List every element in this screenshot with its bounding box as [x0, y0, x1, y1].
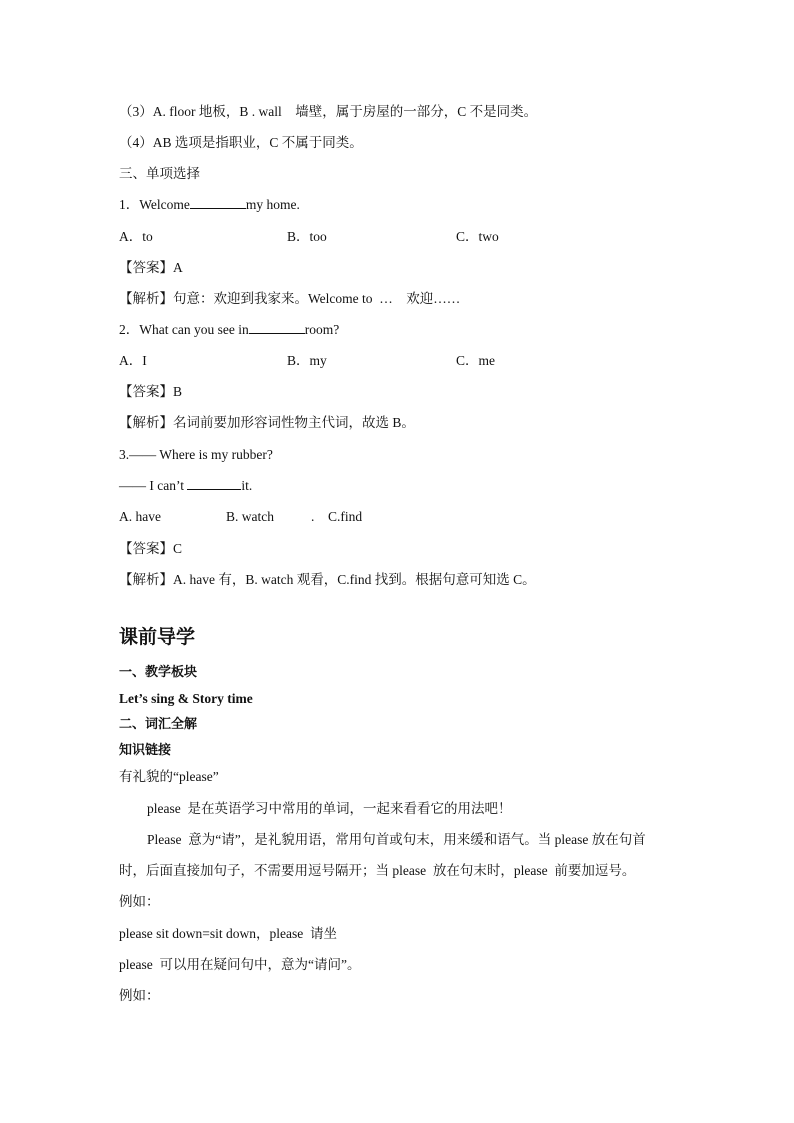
question-3-option-b: B. watch	[226, 509, 274, 524]
question-2-option-c: C．me	[456, 353, 495, 368]
paragraph-1: please 是在英语学习中常用的单词，一起来看看它的用法吧！	[147, 801, 512, 816]
knowledge-link-title: 知识链接	[119, 743, 172, 758]
question-2-option-b: B．my	[287, 353, 327, 368]
example-1: please sit down=sit down，please 请坐	[119, 926, 337, 941]
question-1-blank	[190, 196, 246, 209]
question-2-blank	[249, 321, 305, 334]
paragraph-2-line-2: 时，后面直接加句子，不需要用逗号隔开；当 please 放在句末时，please 前要加逗号。	[119, 863, 636, 878]
question-3-answer: 【答案】C	[119, 541, 183, 556]
question-1-option-b: B．too	[287, 229, 327, 244]
question-3-blank	[187, 477, 241, 490]
question-3-analysis: 【解析】A. have 有，B. watch 观看，C.find 找到。根据句意可知选 C。	[119, 572, 536, 587]
vocab-title: 二、词汇全解	[119, 717, 198, 732]
question-3-option-c: C.find	[328, 509, 363, 524]
question-2-analysis: 【解析】名词前要加形容词性物主代词，故选 B。	[119, 415, 415, 430]
topic-title: 有礼貌的“please”	[119, 769, 219, 784]
question-2-stem	[119, 321, 339, 339]
example-label-1: 例如：	[119, 894, 160, 909]
section-title-single-choice: 三、单项选择	[119, 166, 200, 181]
explanation-4: （4）AB 选项是指职业，C 不属于同类。	[119, 135, 363, 150]
question-3-stem-line2	[119, 477, 252, 495]
question-2-stem-pre: 2．What can you see in	[119, 322, 249, 337]
question-3-dot: .	[311, 509, 315, 524]
question-3-stem-post: it.	[241, 478, 253, 493]
example-label-2: 例如：	[119, 988, 160, 1003]
question-3-stem-pre: —— I can’t	[119, 478, 188, 493]
block-value: Let’s sing & Story time	[119, 691, 253, 706]
question-3-stem-line1: 3.—— Where is my rubber?	[119, 447, 273, 462]
question-1-stem-pre: 1．Welcome	[119, 197, 190, 212]
section-heading-preview: 课前导学	[119, 626, 196, 648]
question-2-stem-post: room?	[304, 322, 340, 337]
question-3-option-a: A. have	[119, 509, 161, 524]
question-1-answer: 【答案】A	[119, 260, 183, 275]
question-1-option-a: A．to	[119, 229, 153, 244]
paragraph-3: please 可以用在疑问句中，意为“请问”。	[119, 957, 361, 972]
question-1-stem-post: my home.	[245, 197, 300, 212]
question-2-answer: 【答案】B	[119, 384, 183, 399]
question-1-option-c: C．two	[456, 229, 499, 244]
explanation-3: （3）A. floor 地板，B . wall 墙壁，属于房屋的一部分，C 不是同类。	[119, 104, 538, 119]
paragraph-2-line-1: Please 意为“请”，是礼貌用语，常用句首或句末，用来缓和语气。当 please 放在句首	[147, 832, 646, 847]
question-1-analysis: 【解析】句意：欢迎到我家来。Welcome to … 欢迎……	[119, 291, 461, 306]
question-1-stem	[119, 196, 300, 214]
question-2-option-a: A．I	[119, 353, 147, 368]
block-title: 一、教学板块	[119, 665, 198, 680]
